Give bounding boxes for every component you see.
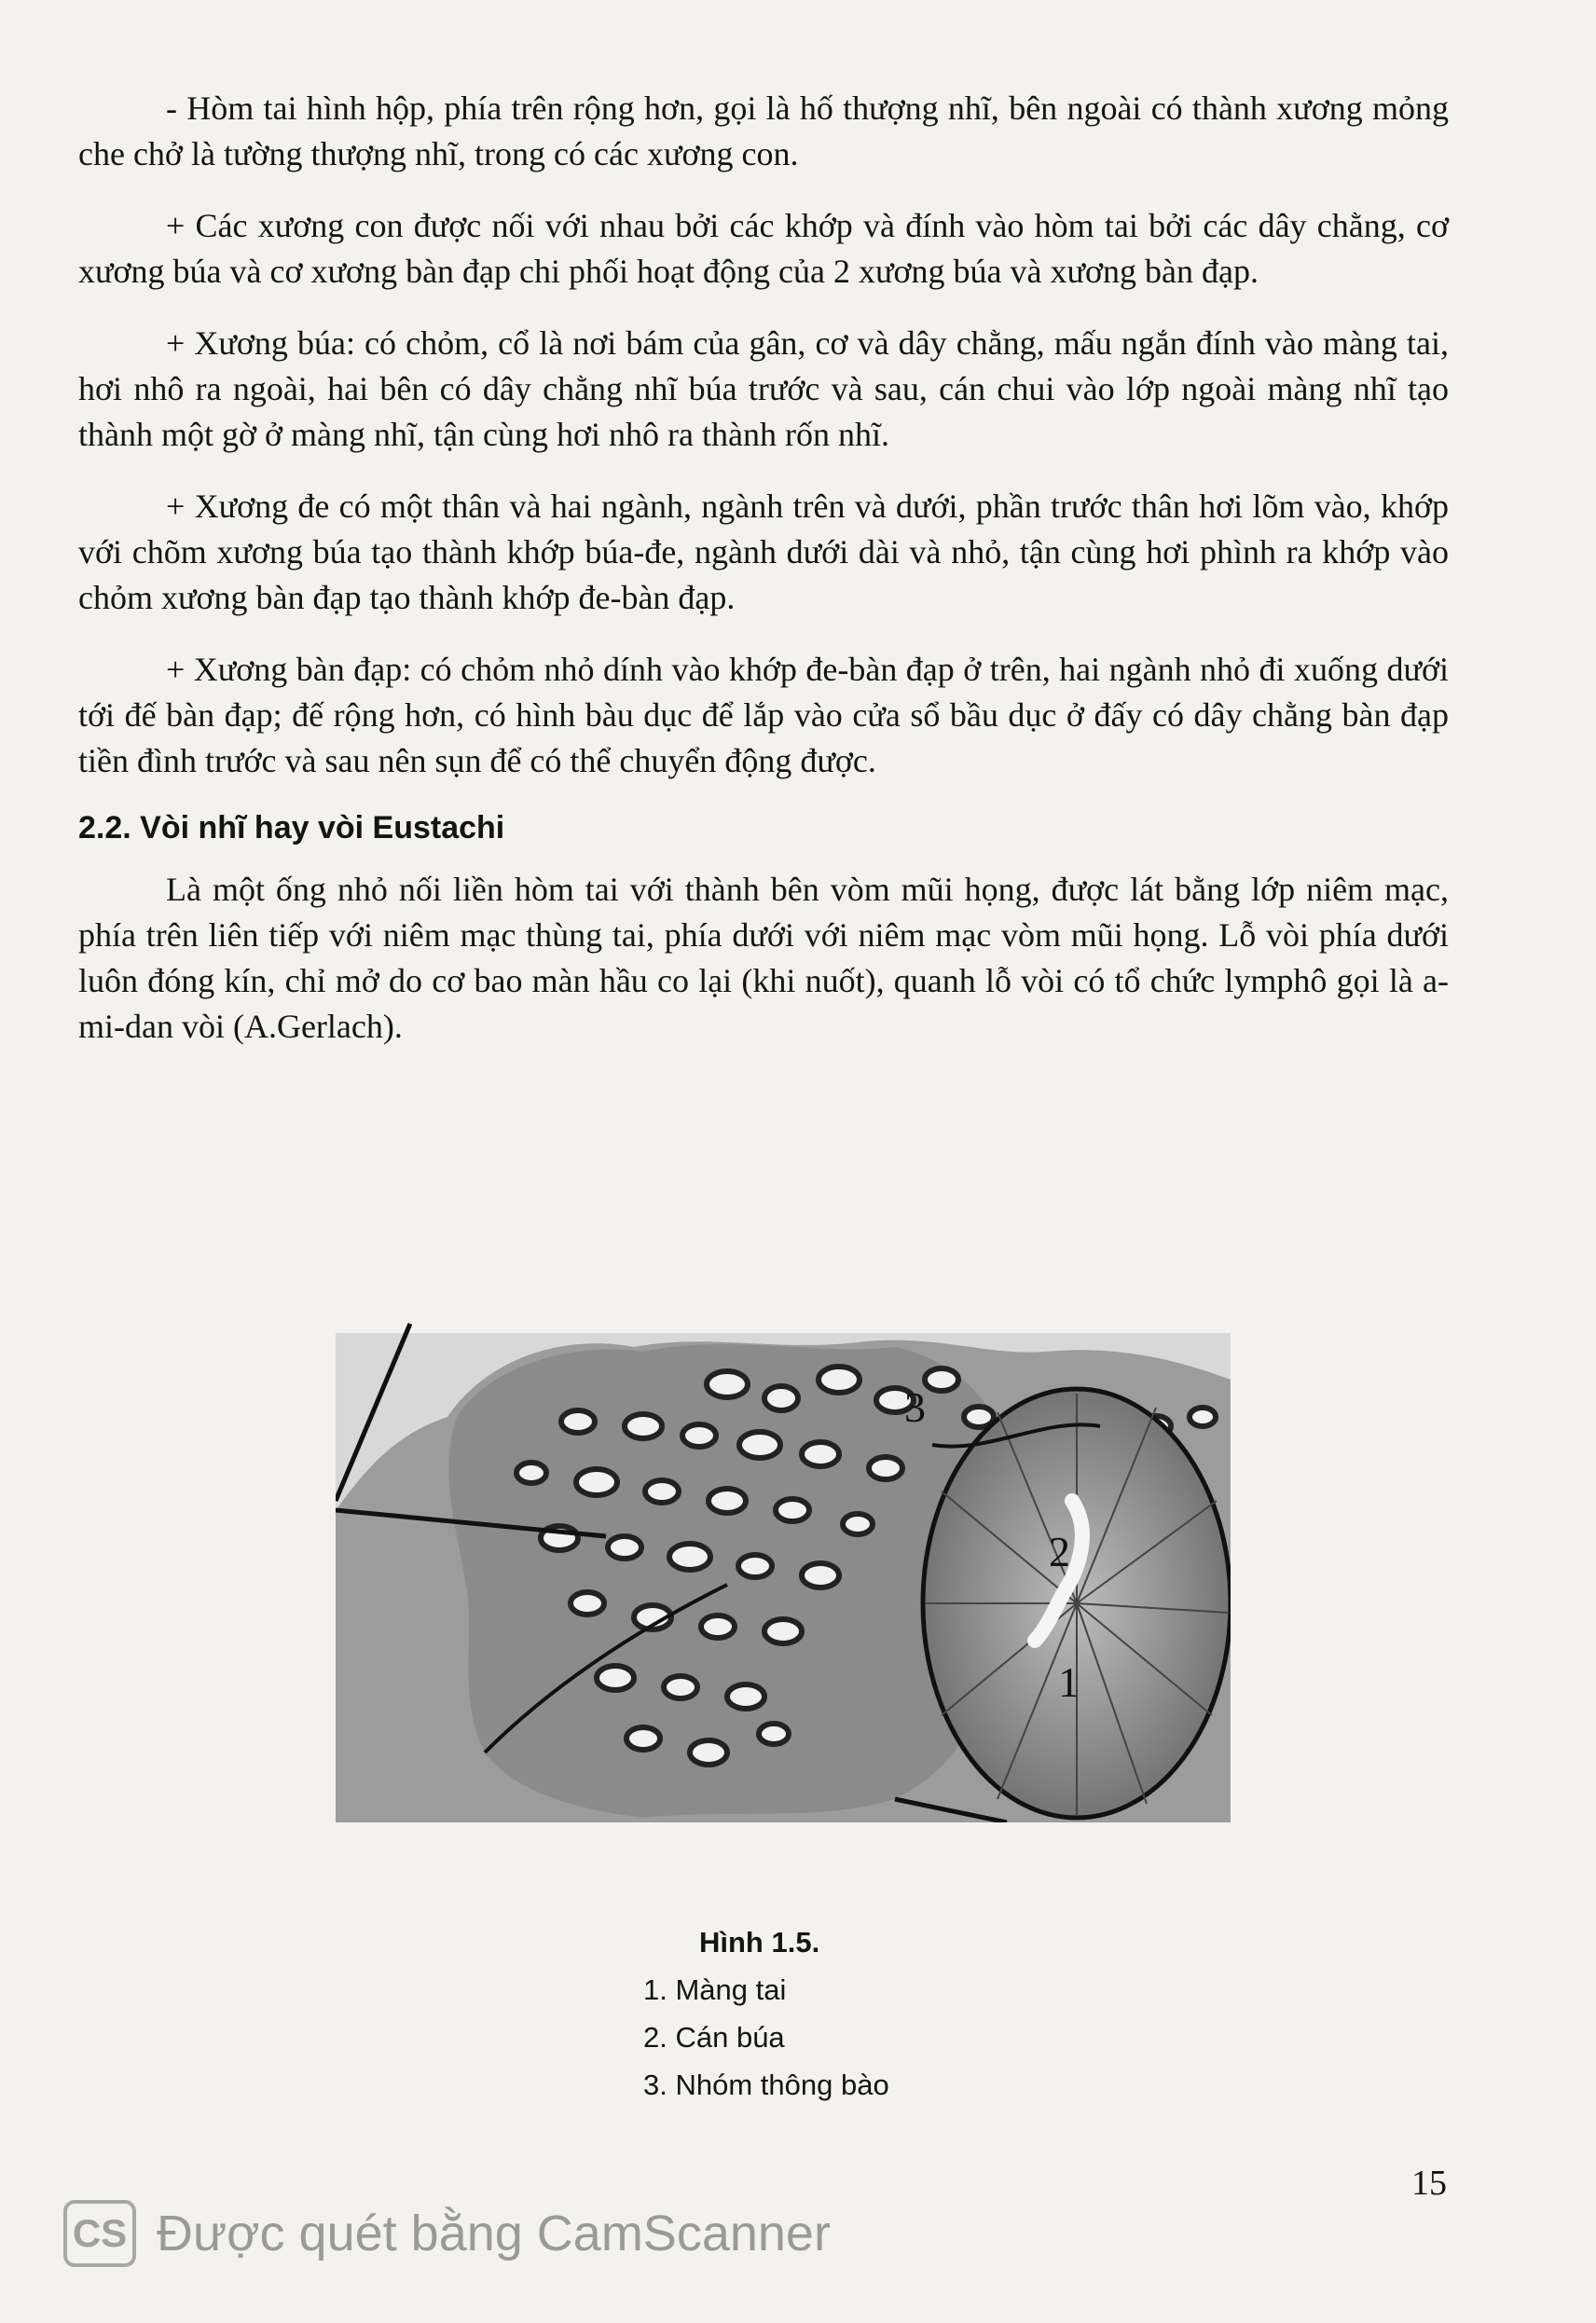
paragraph-voi-nhi: Là một ống nhỏ nối liền hòm tai với thành bên vòm mũi họng, được lát bằng lớp niêm mạc, phía trên liên tiếp với niêm mạc thùng tai, phía dưới với niêm mạc vòm mũi họng. Lỗ vòi phía dưới luôn đóng kín, chỉ mở do cơ bao màn hầu co lại (khi nuốt), quanh lỗ vòi có tổ chức lymphô gọi là a-mi-dan vòi (A.Gerlach). [78,871,1449,1045]
figure-caption [643,1918,889,2109]
figure-ear-illustration [336,1193,1231,1822]
body-text [78,86,1449,1076]
ear-diagram-svg [336,1193,1231,1822]
camscanner-watermark [63,2200,831,2267]
camscanner-logo-icon: CS [63,2200,136,2267]
label-1: 1 [1058,1658,1080,1706]
paragraph-xuong-de: + Xương đe có một thân và hai ngành, ngành trên và dưới, phần trước thân hơi lõm vào, khớp với chõm xương búa tạo thành khớp búa-đe, ngành dưới dài và nhỏ, tận cùng hơi phình ra khớp vào chỏm xương bàn đạp tạo thành khớp đe-bàn đạp. [78,488,1449,616]
caption-item-2: 2. Cán búa [643,2021,785,2054]
label-2: 2 [1049,1528,1070,1575]
page-number: 15 [1411,2164,1447,2203]
paragraph-xuong-bua: + Xương búa: có chỏm, cổ là nơi bám của gân, cơ và dây chằng, mấu ngắn đính vào màng tai, hơi nhô ra ngoài, hai bên có dây chằng nhĩ búa trước và sau, cán chui vào lớp ngoài màng nhĩ tạo thành một gờ ở màng nhĩ, tận cùng hơi nhô ra thành rốn nhĩ. [78,324,1449,453]
paragraph-hom-tai: - Hòm tai hình hộp, phía trên rộng hơn, gọi là hố thượng nhĩ, bên ngoài có thành xương mỏng che chở là tường thượng nhĩ, trong có các xương con. [78,89,1449,172]
watermark-text: Được quét bằng CamScanner [157,2206,831,2261]
caption-item-1: 1. Màng tai [643,1973,787,2006]
caption-title: Hình 1.5. [699,1926,820,1959]
section-heading: 2.2. Vòi nhĩ hay vòi Eustachi [78,810,505,845]
label-3: 3 [904,1383,926,1431]
caption-item-3: 3. Nhóm thông bào [643,2069,889,2101]
paragraph-xuong-con: + Các xương con được nối với nhau bởi các khớp và đính vào hòm tai bởi các dây chằng, cơ xương búa và cơ xương bàn đạp chi phối hoạt động của 2 xương búa và xương bàn đạp. [78,207,1449,290]
paragraph-xuong-ban-dap: + Xương bàn đạp: có chỏm nhỏ dính vào khớp đe-bàn đạp ở trên, hai ngành nhỏ đi xuống dưới tới đế bàn đạp; đế rộng hơn, có hình bàu dục để lắp vào cửa sổ bầu dục ở đấy có dây chằng bàn đạp tiền đình trước và sau nên sụn để có thể chuyển động được. [78,651,1449,779]
